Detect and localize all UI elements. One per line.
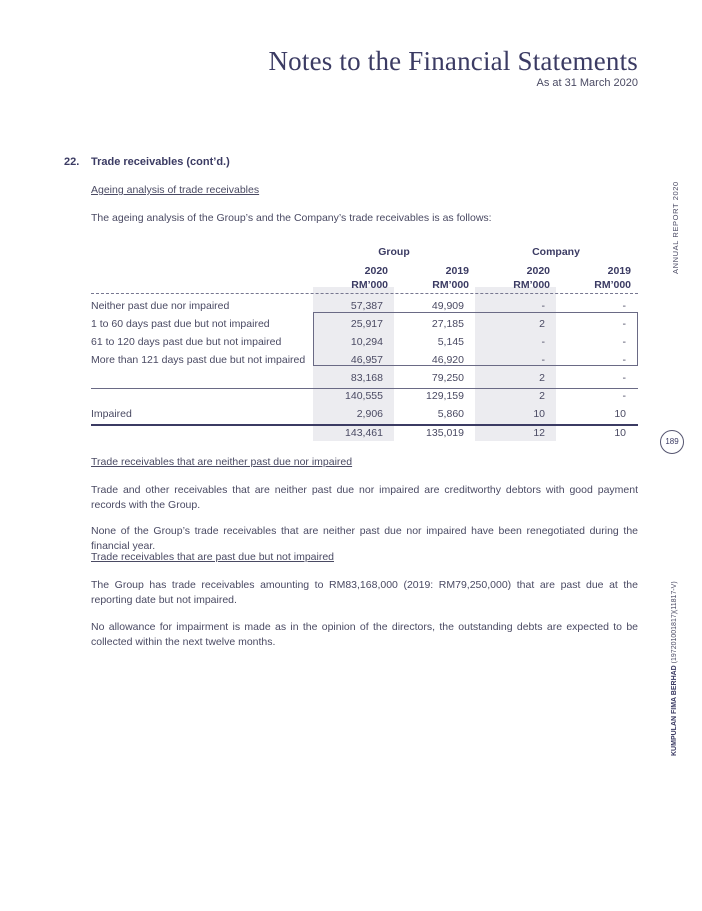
group-header: Group <box>378 246 410 258</box>
subheading-neither-past-due: Trade receivables that are neither past due nor impaired <box>91 456 353 468</box>
paragraph-allowance: No allowance for impairment is made as in the opinion of the directors, the outstanding debts are expected to be collected within the next twelve months. <box>91 621 638 648</box>
header-divider <box>91 293 638 294</box>
col-header-group-2019: 2019 RM’000 <box>432 265 469 291</box>
paragraph-renegotiated: None of the Group’s trade receivables that are neither past due nor impaired have been renegotiated during the financial year. <box>91 525 638 552</box>
page-subtitle: As at 31 March 2020 <box>536 77 638 89</box>
intro-paragraph: The ageing analysis of the Group’s and the Company’s trade receivables is as follows: <box>91 212 492 224</box>
company-registration: (197201001817)(11817-V) <box>671 581 678 666</box>
table-row: More than 121 days past due but not impaired 46,957 46,920 - - <box>91 354 626 366</box>
subheading-past-due: Trade receivables that are past due but not impaired <box>91 551 335 563</box>
page-number: 189 <box>660 430 684 454</box>
company-name: KUMPULAN FIMA BERHAD <box>671 665 678 756</box>
section-title: Trade receivables (cont’d.) <box>91 156 230 168</box>
table-row: Impaired 2,906 5,860 10 10 <box>91 408 626 420</box>
side-report-label: ANNUAL REPORT 2020 <box>671 181 680 274</box>
paragraph-creditworthy: Trade and other receivables that are neither past due nor impaired are creditworthy debtors with good payment records with the Group. <box>91 484 638 511</box>
page-title: Notes to the Financial Statements <box>268 46 638 76</box>
table-row: Neither past due nor impaired 57,387 49,909 - - <box>91 300 626 312</box>
table-row-subtotal: 140,555 129,159 2 - <box>345 390 626 402</box>
company-header: Company <box>532 246 580 258</box>
section-number: 22. <box>64 156 80 168</box>
table-row-total: 143,461 135,019 12 10 <box>345 427 626 439</box>
col-header-company-2020: 2020 RM’000 <box>513 265 550 291</box>
table-row: 1 to 60 days past due but not impaired 25,917 27,185 2 - <box>91 318 626 330</box>
table-row: 61 to 120 days past due but not impaired 10,294 5,145 - - <box>91 336 626 348</box>
subheading-ageing: Ageing analysis of trade receivables <box>91 184 260 196</box>
col-header-company-2019: 2019 RM’000 <box>594 265 631 291</box>
side-company-label <box>671 581 678 756</box>
past-due-box <box>313 312 638 366</box>
paragraph-past-due-amount: The Group has trade receivables amounting to RM83,168,000 (2019: RM79,250,000) that are past due at the reporting date but not impaired. <box>91 579 638 606</box>
table-row-subtotal: 83,168 79,250 2 - <box>350 372 626 384</box>
col-header-group-2020: 2020 RM’000 <box>351 265 388 291</box>
